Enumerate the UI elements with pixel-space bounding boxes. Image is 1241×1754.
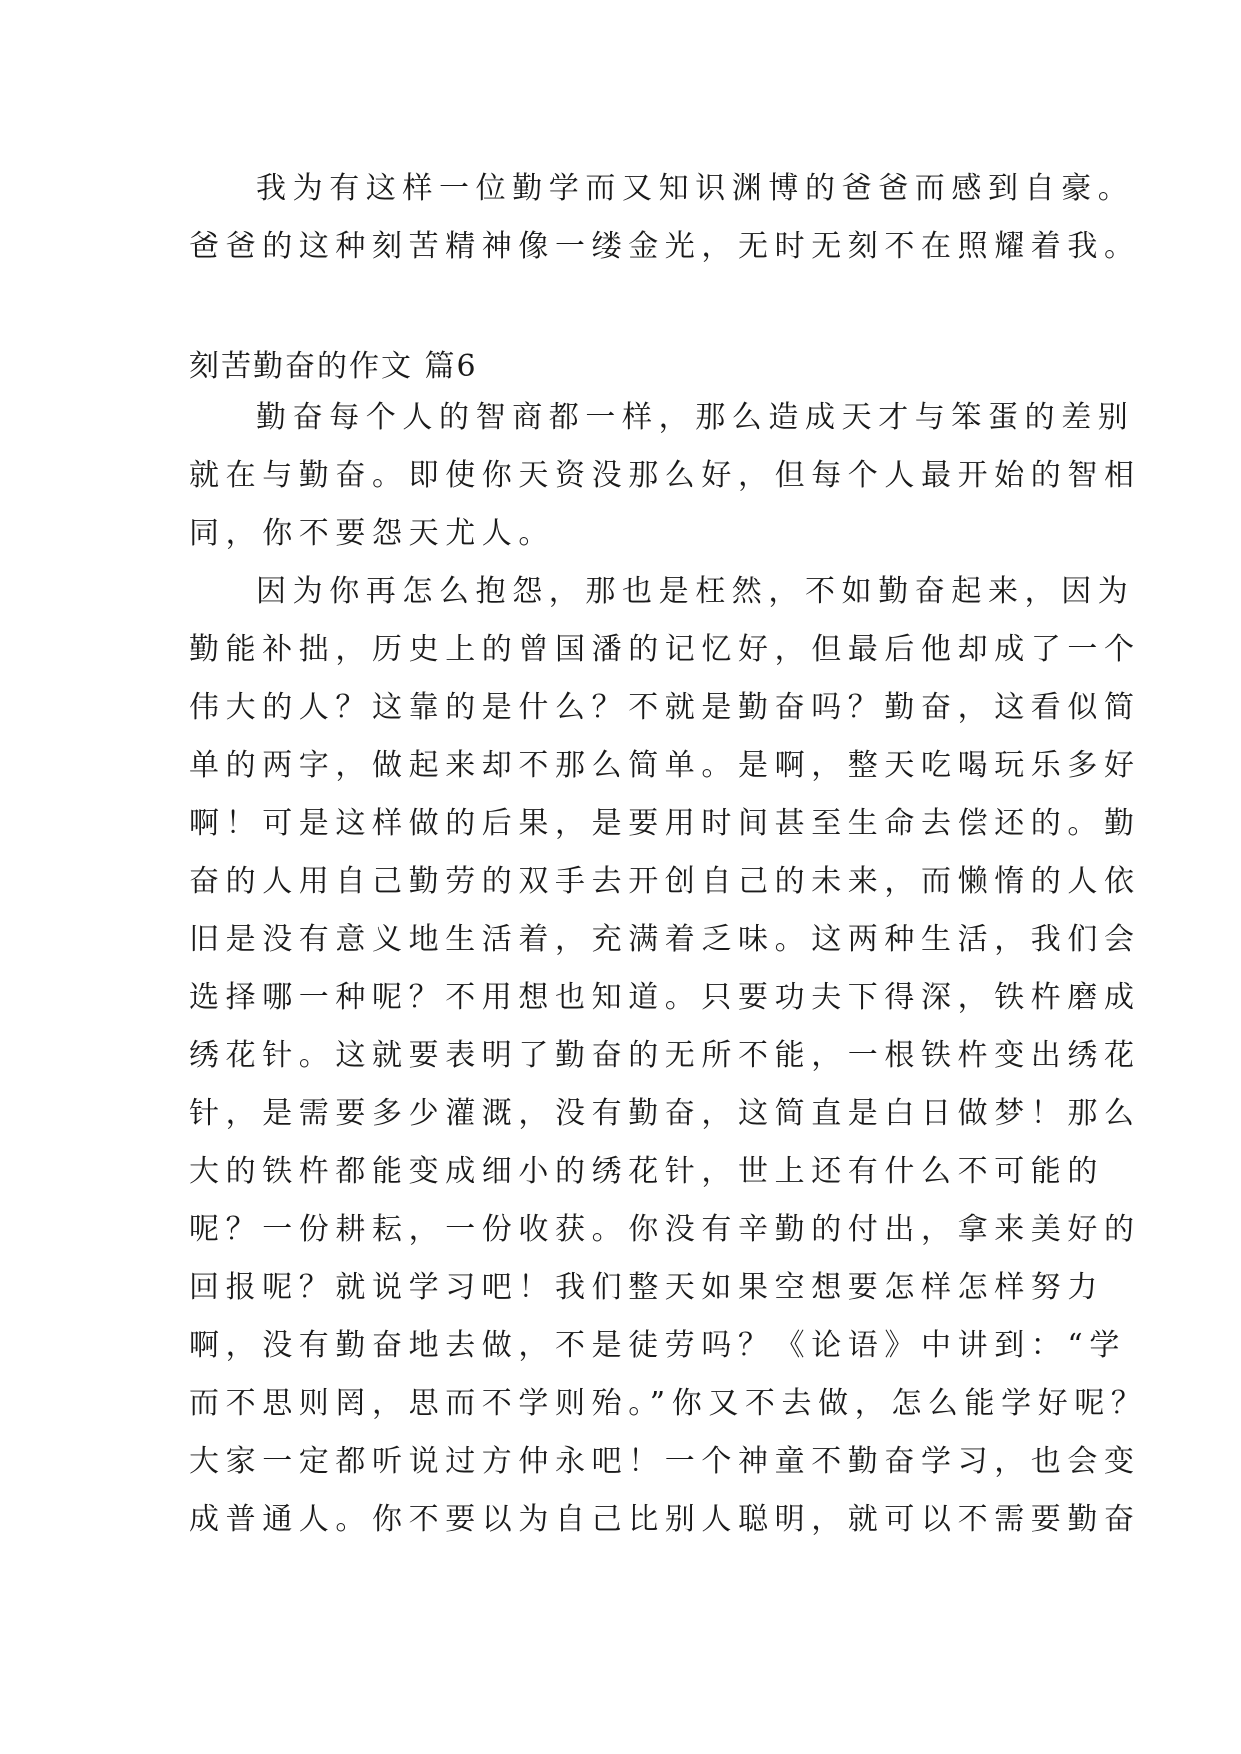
paragraph-line: 旧是没有意义地生活着，充满着乏味。这两种生活，我们会 xyxy=(189,922,1141,957)
paragraph-line: 就在与勤奋。即使你天资没那么好，但每个人最开始的智相 xyxy=(189,458,1141,493)
paragraph-line: 同，你不要怨天尤人。 xyxy=(189,516,555,551)
paragraph-line: 而不思则罔，思而不学则殆。”你又不去做，怎么能学好呢？ xyxy=(189,1386,1148,1421)
section-title: 刻苦勤奋的作文 篇6 xyxy=(189,349,478,384)
paragraph-line: 奋的人用自己勤劳的双手去开创自己的未来，而懒惰的人依 xyxy=(189,864,1141,899)
paragraph-line: 回报呢？就说学习吧！我们整天如果空想要怎样怎样努力 xyxy=(189,1270,1104,1305)
paragraph-line: 单的两字，做起来却不那么简单。是啊，整天吃喝玩乐多好 xyxy=(189,748,1141,783)
paragraph-line: 勤能补拙，历史上的曾国潘的记忆好，但最后他却成了一个 xyxy=(189,632,1141,667)
body-text xyxy=(189,389,1148,1549)
paragraph-line: 因为你再怎么抱怨，那也是枉然，不如勤奋起来，因为 xyxy=(256,574,1135,609)
paragraph-line: 绣花针。这就要表明了勤奋的无所不能，一根铁杵变出绣花 xyxy=(189,1038,1141,1073)
paragraph-line: 我为有这样一位勤学而又知识渊博的爸爸而感到自豪。 xyxy=(256,171,1135,206)
paragraph-line: 勤奋每个人的智商都一样，那么造成天才与笨蛋的差别 xyxy=(256,400,1135,435)
paragraph-line: 啊，没有勤奋地去做，不是徒劳吗？《论语》中讲到：“学 xyxy=(189,1328,1126,1363)
paragraph-line: 选择哪一种呢？不用想也知道。只要功夫下得深，铁杵磨成 xyxy=(189,980,1141,1015)
paragraph-line: 呢？一份耕耘，一份收获。你没有辛勤的付出，拿来美好的 xyxy=(189,1212,1141,1247)
paragraph-line: 爸爸的这种刻苦精神像一缕金光，无时无刻不在照耀着我。 xyxy=(189,229,1141,264)
paragraph-line: 大的铁杵都能变成细小的绣花针，世上还有什么不可能的 xyxy=(189,1154,1104,1189)
paragraph-1 xyxy=(189,160,1141,276)
paragraph-line: 针，是需要多少灌溉，没有勤奋，这简直是白日做梦！那么 xyxy=(189,1096,1141,1131)
section-heading-block xyxy=(189,338,1069,396)
paragraph-line: 啊！可是这样做的后果，是要用时间甚至生命去偿还的。勤 xyxy=(189,806,1141,841)
paragraph-line: 伟大的人？这靠的是什么？不就是勤奋吗？勤奋，这看似简 xyxy=(189,690,1141,725)
paragraph-line: 大家一定都听说过方仲永吧！一个神童不勤奋学习，也会变 xyxy=(189,1444,1141,1479)
paragraph-line: 成普通人。你不要以为自己比别人聪明，就可以不需要勤奋 xyxy=(189,1502,1141,1537)
